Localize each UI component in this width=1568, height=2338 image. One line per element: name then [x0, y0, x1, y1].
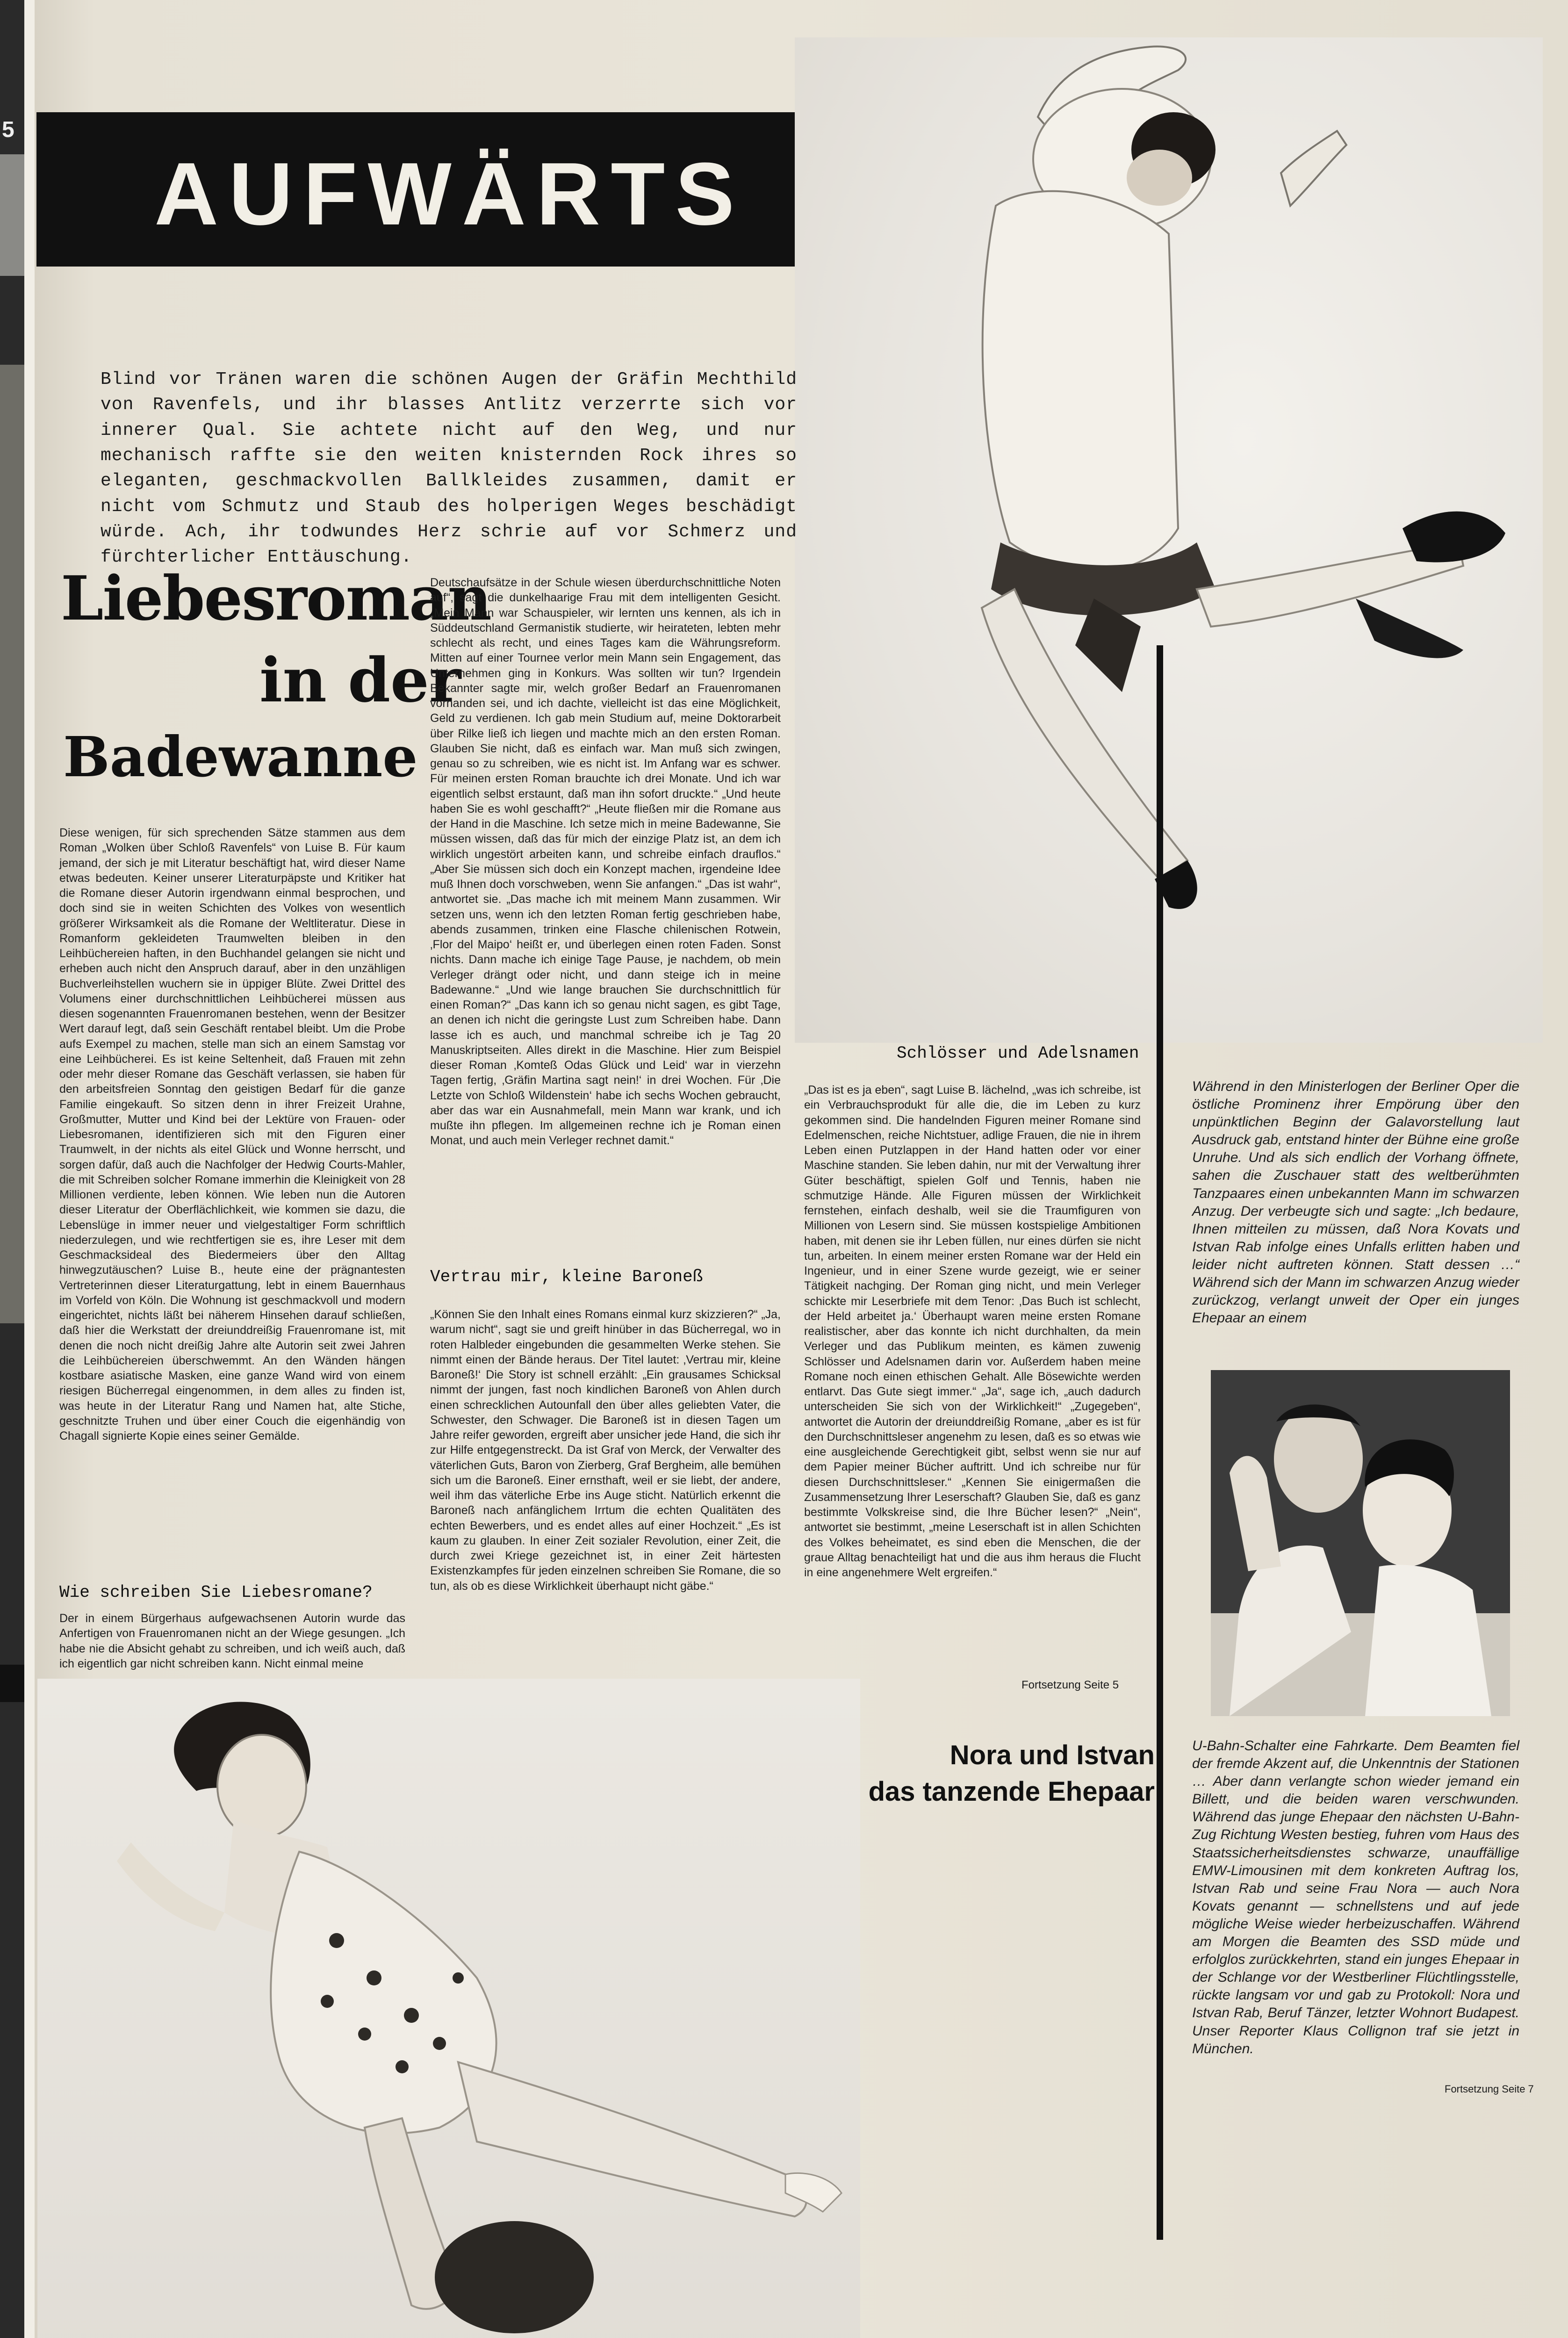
column-2b-text: „Können Sie den Inhalt eines Romans einmal kurz skizzieren?“ „Ja, warum nicht“, sagt sie und greift hinüber in das Bücherregal, wo in roten Halbleder eingebunden die gesammelten Werke stehen. Sie nimmt einen der Bände heraus. Der Titel lautet: ‚Vertrau mir, kleine Baroneß!‘ Die Story ist schnell erzählt: „Ein grausames Schicksal nimmt der jungen, fast noch kindlichen Baroneß von Ahlen durch einen schrecklichen Autounfall den über alles geliebten Vater, die Schwester, den Schwager. Die Baroneß ist in diesen Tagen um Jahre reifer geworden, ergreift aber unsicher jede Hand, die sich ihr zur Hilfe entgegenstreckt. Da ist Graf von Merck, der Verwalter des väterlichen Guts, Baron von Zierberg, Graf Bergheim, alle bemühen sich um die Baroneß. Einer ernsthaft, weil er sie liebt, der andere, weil ihm das väterliche Erbe ins Auge sticht. Natürlich erkennt die Baroneß nach anfänglichem Irrtum die echten Qualitäten des echten Bewerbers, und es endet alles auf einer Hochzeit.“ „Es ist kaum zu glauben. In einer Zeit sozialer Revolution, einer Zeit, die durch zwei Kriege gezeichnet ist, in einer Zeit härtesten Existenzkampfes für jeden einzelnen schreiben Sie Romane, die so tun, als ob es diese Wirklichkeit überhaupt nicht gäbe.“ [430, 1308, 781, 1593]
subheading-castles: Schlösser und Adelsnamen [897, 1044, 1139, 1063]
column-2-text: Deutschaufsätze in der Schule wiesen überdurchschnittliche Noten auf“, sagt die dunkelhaarige Frau mit dem intelligenten Gesicht. „Mein Mann war Schauspieler, wir lernten uns kennen, als ich in Süddeutschland Germanistik studierte, wir heirateten, lebten mehr schlecht als recht, und eines Tages kam die Währungsreform. Mitten auf einer Tournee verlor mein Mann sein Engagement, das Unternehmen ging in Konkurs. Was sollten wir tun? Irgendein Bekannter sagte mir, welch großer Bedarf an Frauenromanen vorhanden sei, und ich dachte, vielleicht ist das eine Möglichkeit, Geld zu verdienen. Ich gab mein Studium auf, meine Doktorarbeit über Rilke ließ ich liegen und machte mich an den ersten Roman. Glauben Sie nicht, daß es einfach war. Man muß sich zwingen, genau so zu schreiben, wie es nicht ist. Im Anfang war es schwer. Für meinen ersten Roman brauchte ich drei Monate. Und ich war eigentlich selbst erstaunt, daß man ihn sofort druckte.“ „Und heute haben Sie es wohl geschafft?“ „Heute fließen mir die Romane aus der Hand in die Maschine. Ich setze mich in meine Badewanne, Sie müssen wissen, daß das für mich der einzige Platz ist, an dem ich wirklich ungestört arbeiten kann, und schreibe einfach drauflos.“ „Aber Sie müssen sich doch ein Konzept machen, irgendeine Idee muß Ihnen doch vorschweben, wenn Sie anfangen.“ „Das ist wahr“, antwortet sie. „Das mache ich mit meinem Mann zusammen. Wir setzen uns, wenn ich den letzten Roman fertig geschrieben habe, abends zusammen, trinken eine Flasche chilenischen Rotwein, ‚Flor del Maipo‘ heißt er, und überlegen einen roten Faden. Sonst nichts. Dann mache ich einige Tage Pause, je nachdem, ob mein Verleger drängt oder nicht, und dann steige ich in meine Badewanne.“ „Und wie lange brauchen Sie durchschnittlich für einen Roman?“ „Das kann ich so genau nicht sagen, es gibt Tage, an denen ich nicht die geringste Lust zum Schreiben habe. Dann lasse ich es auch, und manchmal schreibe ich je Tag 20 Manuskriptseiten. Alles direkt in die Maschine. Hier zum Beispiel dieser Roman ‚Komteß Odas Glück und Leid‘ war in vierzehn Tagen fertig, ‚Gräfin Martina sagt nein!‘ in drei Wochen. Für ‚Die Letzte von Schloß Wildenstein‘ habe ich sechs Wochen gebraucht, aber das war ein Ausnahmefall, mein Mann war krank, und ich mußte ihn pflegen. Im allgemeinen rechne ich je Roman einen Monat, und auch mein Verleger rechnet damit.“ [430, 576, 781, 1147]
dance-story-headline [837, 1737, 1155, 1811]
couple-figure [1211, 1370, 1510, 1716]
headline-line-1: Liebesroman [61, 563, 491, 634]
spine-photo-strip [0, 154, 24, 276]
column-1b-text: Der in einem Bürgerhaus aufgewachsenen Autorin wurde das Anfertigen von Frauenromanen nicht an der Wiege gesungen. „Ich habe nie die Absicht gehabt zu schreiben, und ich weiß auch, daß ich eigentlich gar nicht schreiben kann. Nicht einmal meine [59, 1612, 405, 1670]
vertical-pole-divider [1157, 645, 1163, 2240]
spine-page-number: 5 [2, 117, 14, 142]
continuation-note-page-7: Fortsetzung Seite 7 [1445, 2083, 1534, 2095]
subheading-baroness: Vertrau mir, kleine Baroneß [430, 1267, 703, 1286]
dance-headline-line-2: das tanzende Ehepaar [868, 1776, 1155, 1807]
dance-story-column-top [1192, 1078, 1519, 1327]
article-column-3 [804, 1082, 1141, 1580]
article-column-2-continued [430, 1307, 781, 1594]
column-1-text: Diese wenigen, für sich sprechenden Sätze stammen aus dem Roman „Wolken über Schloß Ravenfels“ von Luise B. Für kaum jemand, der sich je mit Literatur beschäftigt hat, wird dieser Name etwas bedeuten. Keiner unserer Literaturpäpste und Kritiker hat die Romane dieser Autorin irgendwann einmal besprochen, und doch sind sie in weiten Schichten des Volkes von wesentlich größerer Wirksamkeit als die Romane der Weltliteratur. Diese in Romanform gekleideten Traumwelten bleiben in den Leihbüchereien haften, in den Buchhandel gelangen sie nicht und erheben auch nicht den Anspruch darauf, aber in den unzähligen Buchverleihstellen wuchern sie in üppiger Blüte. Zwei Drittel des Volumens einer durchschnittlichen Leihbücherei müssen aus diesen sogenannten Frauenromanen bestehen, wenn der Besitzer Wert darauf legt, daß sein Geschäft rentabel bleibt. Um die Probe aufs Exempel zu machen, stelle man sich an einem Samstag vor eine Leihbücherei. Es ist keine Seltenheit, daß Frauen mit zehn oder mehr dieser Romane das Geschäft verlassen, sie haben für den arbeitsfreien Sonntag den geistigen Bedarf für die ganze Familie eingekauft. So sitzen denn in ihrer Freizeit Urahne, Großmutter, Mutter und Kind bei der Lektüre von Frauen- oder Liebesromanen, identifizieren sich mit den Figuren einer Traumwelt, in der nichts als eitel Glück und Wonne herrscht, und sorgen dafür, daß auch die Nachfolger der Hedwig Courts-Mahler, die mit Schreiben solcher Romane immerhin die Kleinigkeit von 28 Millionen verdiente, leben können. Wie leben nun die Autoren dieser Literatur der Oberflächlichkeit, wie kommen sie dazu, die Lebenslüge in immer neuer und vielgestaltiger Form schriftlich niederzulegen, und wie rechtfertigen sie es, ihre Leser mit dem Geschmacksideal des Biedermeiers über den Alltag hinwegzutäuschen? Luise B., heute eine der prägnantesten Vertreterinnen dieser Literaturgattung, lebt in einem Bauernhaus im Vorfeld von Köln. Die Wohnung ist geschmackvoll und modern eingerichtet, nichts läßt bei näherem Hinsehen darauf schließen, daß hier die Werkstatt der dreiunddreißig Frauenromane ist, mit denen die noch nicht dreißig Jahre alte Autorin seit zwei Jahren die Leihbüchereien überschwemmt. An den Wänden hängen kostbare asiatische Masken, eine ganze Wand wird von einem riesigen Bücherregal eingenommen, in dem alles zu finden ist, was heute in der Literatur Rang und Namen hat, alte Stiche, geschnitzte Truhen und über einer Couch die eigenhändig von Chagall signierte Kopie eines seiner Gemälde. [59, 826, 405, 1443]
teaser-paragraph: Blind vor Tränen waren die schönen Augen der Gräfin Mechthild von Ravenfels, und ihr blasses Antlitz verzerrte sich vor innerer Qual. Sie achtete nicht auf den Weg, und nur mechanisch raffte sie den weiten knisternden Rock ihres so eleganten, geschmackvollen Ballkleides zusammen, damit er nicht vom Schmutz und Staub des holperigen Weges beschädigt würde. Ach, ihr todwundes Herz schrie auf vor Schmerz und fürchterlicher Enttäuschung. [101, 369, 797, 568]
column-4-text: Während in den Ministerlogen der Berliner Oper die östliche Prominenz ihrer Empörung über den unpünktlichen Beginn der Galavorstellung laut Ausdruck gab, entstand hinter der Bühne eine große Unruhe. Und als sich endlich der Vorhang öffnete, sahen die Zuschauer statt des weltberühmten Tanzpaares einen unbekannten Mann im schwarzen Anzug. Der verbeugte sich und sagte: „Ich bedaure, Ihnen mitteilen zu müssen, daß Nora Kovats und Istvan Rab infolge eines Unfalls erlitten haben und leider nicht auftreten können. Statt dessen …“ Während sich der Mann im schwarzen Anzug wieder zurückzog, verlangt unweit der Oper ein junges Ehepaar an einem [1192, 1079, 1519, 1326]
column-4b-text: U-Bahn-Schalter eine Fahrkarte. Dem Beamten fiel der fremde Akzent auf, die Unkenntnis der Stationen … Aber dann verlangte schon wieder jemand ein Billett, und die beiden waren verschwunden. Während das junge Ehepaar den nächsten U-Bahn-Zug Richtung Westen bestieg, fuhren vom Haus des Staatssicherheitsdienstes schwarze, unauffällige EMW-Limousinen mit dem konkreten Auftrag los, Istvan Rab und seine Frau Nora — auch Nora Kovats genannt — schnellstens und auf jede mögliche Weise wieder herbeizuschaffen. Während am Morgen die Beamten des SSD müde und erfolglos zurückkehrten, stand ein junges Ehepaar in der Schlange vor der Westberliner Flüchtlingsstelle, rückte langsam vor und gab zu Protokoll: Nora und Istvan Rab, Beruf Tänzer, letzter Wohnort Budapest. Unser Reporter Klaus Collignon traf sie jetzt in München. [1192, 1738, 1519, 2057]
ballerina-figure [37, 1679, 860, 2338]
continuation-note-page-5: Fortsetzung Seite 5 [1021, 1679, 1119, 1691]
leaping-dancer-figure [795, 37, 1543, 1043]
headline-line-3: Badewanne [63, 724, 418, 789]
article-column-1 [59, 825, 405, 1443]
headline-line-2: in der [259, 644, 461, 716]
subheading-how-write: Wie schreiben Sie Liebesromane? [59, 1583, 373, 1602]
banner-title: AUFWÄRTS [154, 144, 745, 244]
photo-dancing-couple [1211, 1370, 1510, 1716]
spine-mark [0, 1665, 24, 1702]
article-column-2 [430, 575, 781, 1148]
photo-leaping-dancer [795, 37, 1543, 1043]
photo-reclining-ballerina [37, 1679, 860, 2338]
dance-headline-line-1: Nora und Istvan [949, 1740, 1155, 1770]
page-edge [24, 0, 35, 2338]
spine-photo-strip [0, 365, 24, 1323]
dance-story-column-bottom [1192, 1737, 1519, 2058]
column-3-text: „Das ist es ja eben“, sagt Luise B. lächelnd, „was ich schreibe, ist ein Verbrauchsprodukt für alle die, die im Leben zu kurz gekommen sind. Die handelnden Figuren meiner Romane sind Edelmenschen, reiche Nichtstuer, adlige Frauen, die nie in ihrem Leben einen Putzlappen in der Hand hatten oder vor einer Maschine standen. Sie leben dahin, nur mit der Verwaltung ihrer Güter beschäftigt, spielen Golf und Tennis, haben nie schmutzige Hände. Alle Figuren müssen der Wirklichkeit fernstehen, einfach deshalb, weil sie die Traumfiguren von Millionen von Lesern sind. Sie müssen kostspielige Ambitionen haben, mit denen sie ihr Leben füllen, nur eines dürfen sie nicht tun, arbeiten. In einem meiner ersten Romane war der Held ein Ingenieur, und in einer Szene wurde gezeigt, wie er seiner Tätigkeit nachging. Der Roman ging nicht, und mein Verleger schickte mir Leserbriefe mit dem Tenor: ‚Das Buch ist schlecht, der Held arbeitet ja.‘ Überhaupt waren meine ersten Romane realistischer, aber das konnte ich nicht durchhalten, da mein Verleger und das Publikum meinten, es kämen zuwenig Schlösser und Adelsnamen darin vor. Außerdem haben meine Romane noch einen ethischen Gehalt. Alle Bösewichte werden entlarvt. Das Gute siegt immer.“ „Ja“, sage ich, „auch dadurch unterscheiden Sie sich von der Wirklichkeit!“ „Zugegeben“, antwortet die Autorin der dreiunddreißig Romane, „aber es ist für den Durchschnittsleser angenehm zu lesen, daß es so etwas wie eine ausgleichende Gerechtigkeit gibt, selbst wenn sie nur auf dem Papier meiner Bücher auftritt. Und ich schreibe nur für diesen Durchschnittsleser.“ „Kennen Sie einigermaßen die Zusammensetzung Ihrer Leserschaft? Glauben Sie, daß es ganz bestimmte Volkskreise sind, die Ihre Bücher lesen?“ „Nein“, antwortet sie bestimmt, „meine Leserschaft ist in allen Schichten des Volkes beheimatet, es sind eben die Menschen, die der graue Alltag benachteiligt hat und die aus ihm heraus die Flucht in eine angenehmere Welt ergreifen.“ [804, 1083, 1141, 1579]
article-column-1-continued [59, 1611, 405, 1671]
